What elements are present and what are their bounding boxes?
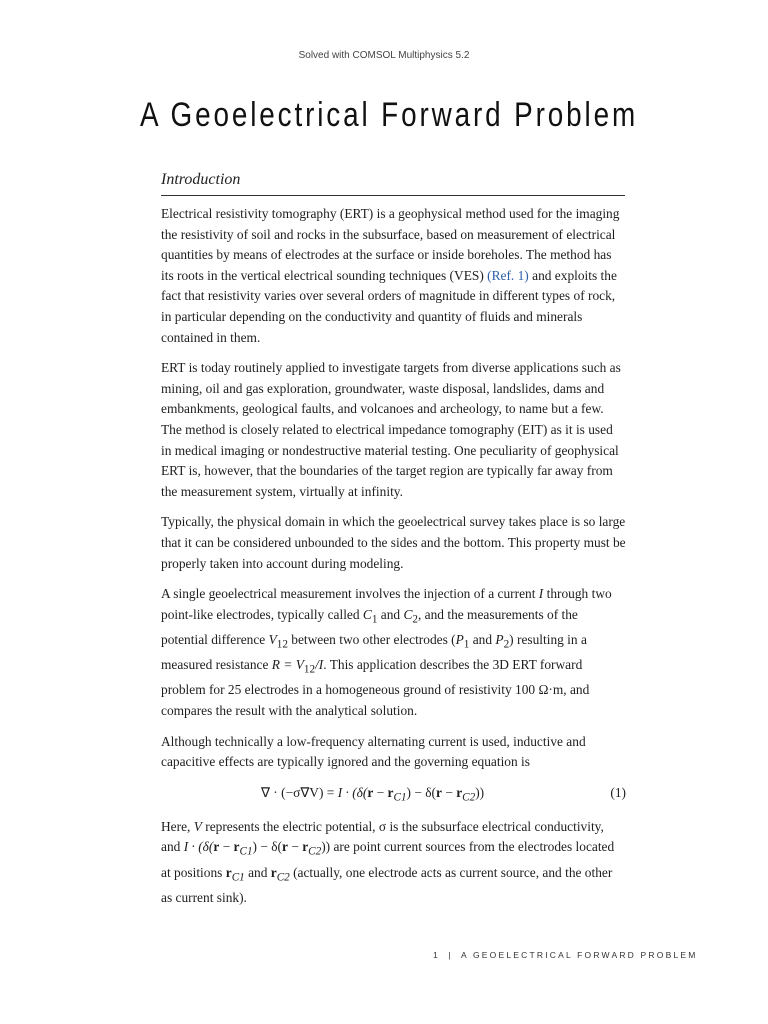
page-header: Solved with COMSOL Multiphysics 5.2 [298,50,470,61]
body-text [161,204,626,919]
page-footer [433,950,698,960]
paragraph-3: Typically, the physical domain in which the geoelectrical survey takes place is so large that it can be considered unbounded to the sides and the bottom. This property must be properly taken into account during modeling. [161,514,626,571]
equation-number: (1) [610,784,626,800]
page-number: 1 [433,950,440,960]
footer-title: A GEOELECTRICAL FORWARD PROBLEM [461,950,698,960]
section-heading: Introduction [161,171,625,196]
document-title: A Geoelectrical Forward Problem [140,96,639,134]
section-introduction [161,171,625,196]
paragraph-1: Electrical resistivity tomography (ERT) is a geophysical method used for the imaging the resistivity of soil and rocks in the subsurface, based on measurement of electrical quantities by means of electrodes at the surface or inside boreholes. The method has its roots in the vertical electrical sounding techniques (VES) (Ref. 1) and exploits the fact that resistivity varies over several orders of magnitude in different types of rock, in particular depending on the conductivity and quantity of fluids and minerals contained in them. [161,206,620,345]
paragraph-2: ERT is today routinely applied to investigate targets from diverse applications such as mining, oil and gas exploration, groundwater, waste disposal, landslides, dams and embankments, geological faults, and volcanoes and archeology, to name but a few. The method is closely related to electrical impedance tomography (EIT) as it is used in medical imaging or nondestructive material testing. One peculiarity of geophysical ERT is, however, that the boundaries of the target region are typically far away from the measurement system, virtually at infinity. [161,360,621,499]
reference-link[interactable]: (Ref. 1) [487,267,529,283]
paragraph-5: Although technically a low-frequency alternating current is used, inductive and capacitive effects are typically ignored and the governing equation is [161,733,586,770]
footer-separator: | [448,950,453,960]
equation-1 [161,783,626,805]
equation-body: ∇ · $(-\sigma\nabla V) = I \cdot (\delta(r - r_{C1}) - \delta(r - r_{C2}))$ [261,784,485,804]
paragraph-4: A single geoelectrical measurement involves the injection of a current I through two point-like electrodes, typically called $C_1$ and $C_2$, and the measurements of the potential difference $V_{12}$ between two other electrodes ($P_1$ and $P_2$) resulting in a measured resistance $R = V_{12}/I$. This application describes the 3D ERT forward problem for 25 electrodes in a homogeneous ground of resistivity 100 Ω·m, and compares the result with the analytical solution. [161,586,612,719]
paragraph-6: Here, V represents the electric potential, σ is the subsurface electrical conductivity, and $I \cdot (\delta(r - r_{C1}) - \delta(r - r_{C2}))$ are point current sources from the electrodes located at positions $r_{C1}$ and $r_{C2}$ (actually, one electrode acts as current source, and the other as current sink). [161,818,615,905]
